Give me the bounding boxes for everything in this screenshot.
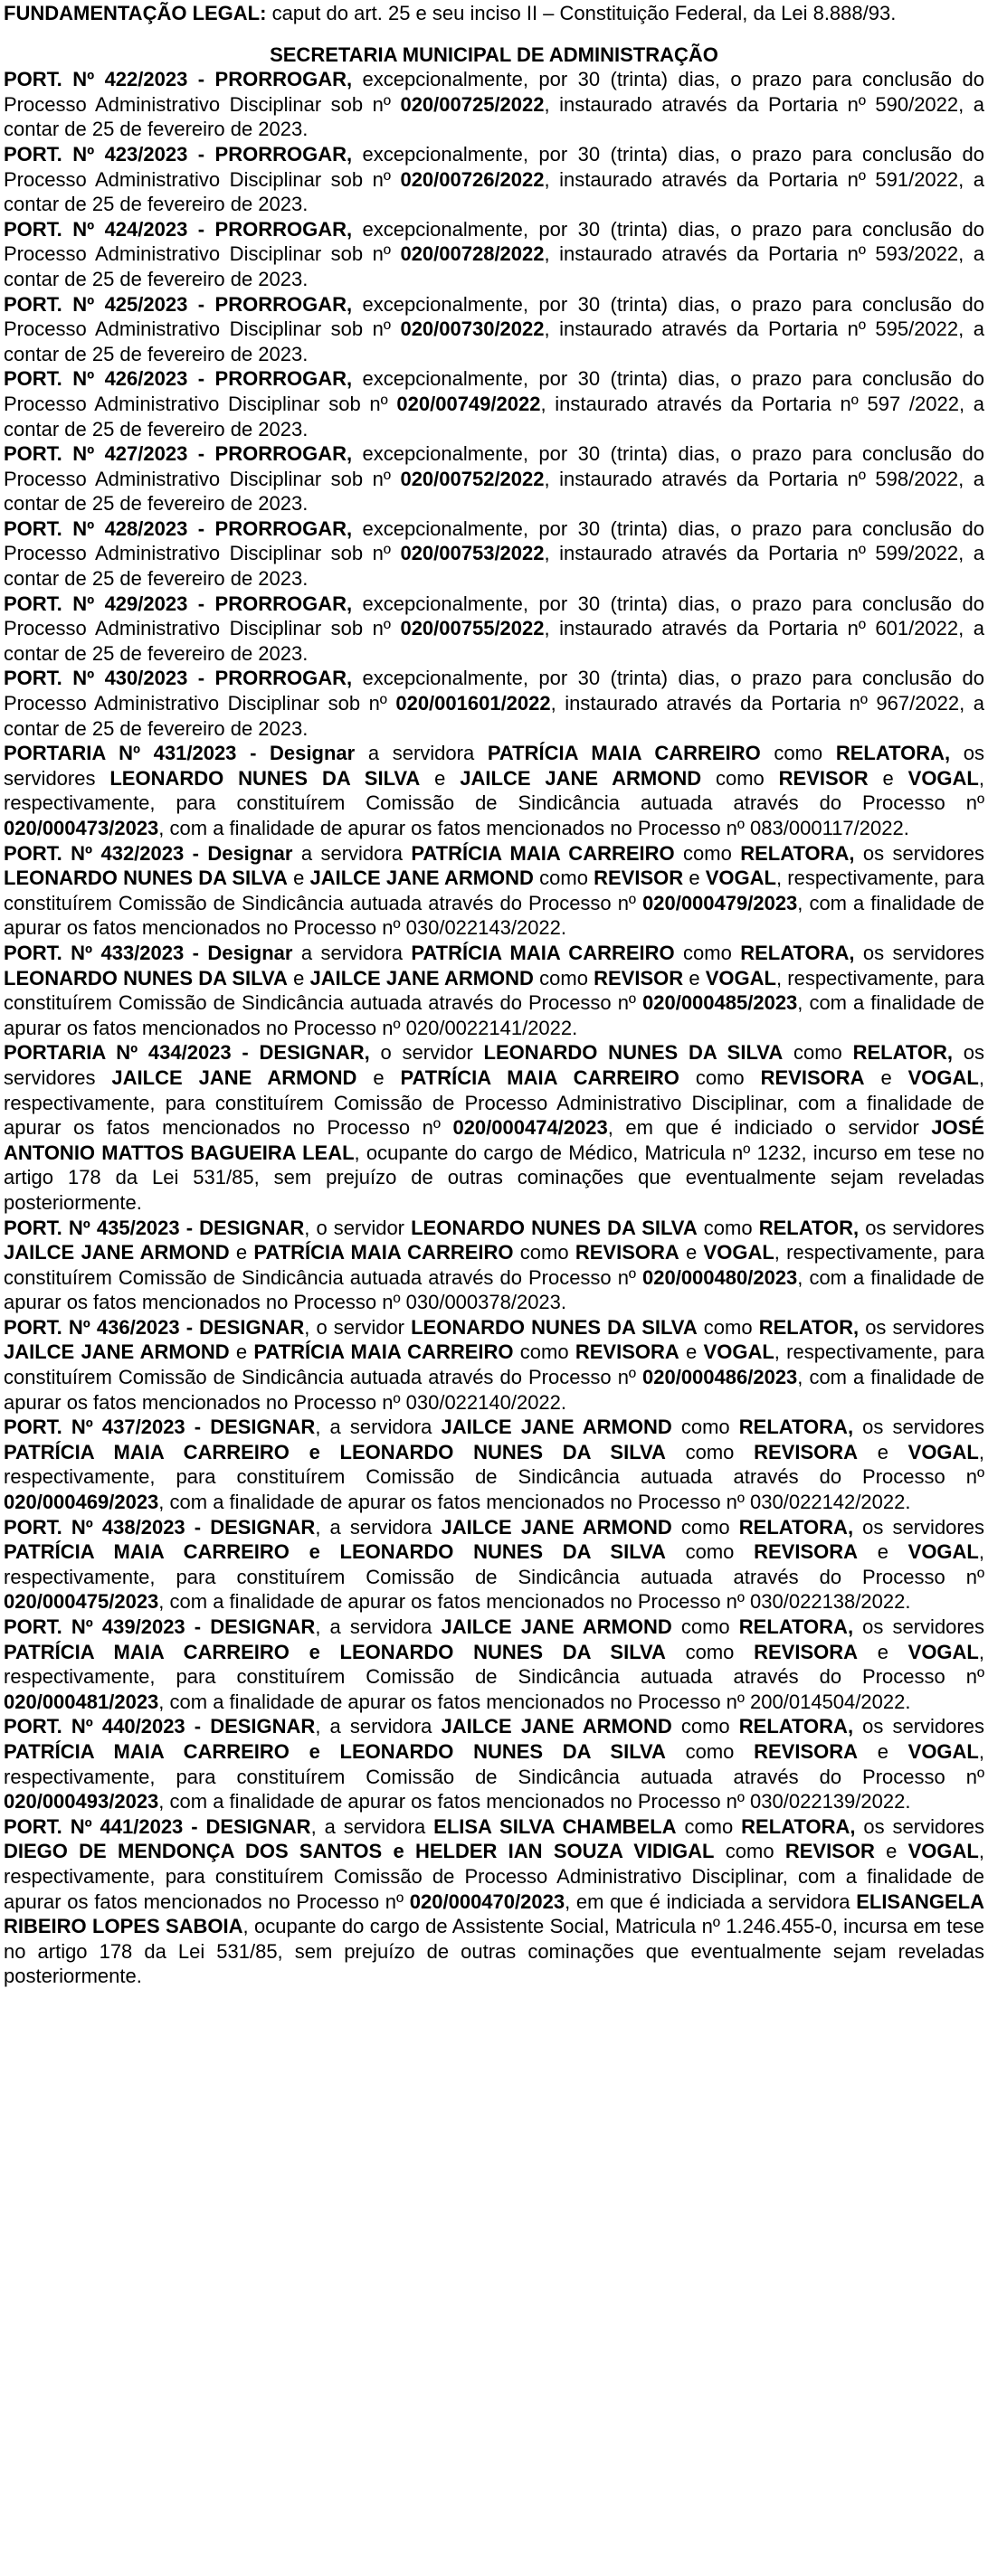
bold-text: 020/00749/2022 <box>396 392 541 415</box>
bold-text: PATRÍCIA MAIA CARREIRO <box>253 1241 514 1264</box>
bold-text: JAILCE JANE ARMOND <box>441 1615 672 1638</box>
text-run: e <box>683 966 706 990</box>
bold-text: 020/000479/2023 <box>642 891 798 914</box>
text-run: excepcionalmente, por 30 (trinta) dias, o prazo para conclusão do Processo Administrativo Disciplinar sob nº <box>4 68 984 116</box>
bold-text: 020/00726/2022 <box>400 167 545 191</box>
bold-text: PORTARIA Nº 434/2023 - DESIGNAR, <box>4 1041 370 1065</box>
bold-text: PATRÍCIA MAIA CARREIRO e LEONARDO NUNES DA SILVA <box>4 1440 666 1463</box>
bold-text: PATRÍCIA MAIA CARREIRO <box>411 941 675 964</box>
bold-text: RELATORA, <box>741 1814 856 1838</box>
ordinance-paragraph <box>4 1814 984 1989</box>
bold-text: 020/000474/2023 <box>452 1116 608 1140</box>
text-run: excepcionalmente, por 30 (trinta) dias, o prazo para conclusão do Processo Administrativo Disciplinar sob nº <box>4 292 984 341</box>
text-run: como <box>533 966 594 990</box>
bold-text: JAILCE JANE ARMOND <box>111 1065 357 1089</box>
text-run: e <box>679 1241 704 1264</box>
text-run: , instaurado através da Portaria nº 590/2022, a contar de 25 de fevereiro de 2023. <box>4 92 985 141</box>
ordinance-paragraph <box>4 516 984 592</box>
text-run: , a servidora <box>310 1814 434 1838</box>
text-run: como <box>513 1241 575 1264</box>
bold-text: JAILCE JANE ARMOND <box>441 1715 672 1738</box>
text-run: , ocupante do cargo de Médico, Matricula nº 1232, incurso em tese no artigo 178 da Lei 531/85, sem prejuízo de outras cominações que eventualmente sejam reveladas posteriormente. <box>4 1141 984 1214</box>
text-run: , com a finalidade de apurar os fatos mencionados no Processo nº 030/022139/2022. <box>158 1790 911 1814</box>
text-run: como <box>665 1540 755 1564</box>
bold-text: ELISANGELA RIBEIRO LOPES SABOIA <box>4 1889 984 1938</box>
bold-text: REVISORA <box>575 1241 679 1264</box>
bold-text: PORT. Nº 439/2023 - DESIGNAR <box>4 1615 316 1638</box>
text-run: e <box>287 966 310 990</box>
bold-text: REVISOR <box>784 1840 875 1863</box>
text-run: , respectivamente, para constituírem Comissão de Sindicância autuada através do Processo nº <box>4 1640 984 1689</box>
text-run: como <box>665 1440 755 1463</box>
bold-text: REVISOR <box>594 867 684 890</box>
ordinance-paragraph <box>4 1615 984 1714</box>
text-run: como <box>783 1041 853 1065</box>
bold-text: REVISOR <box>594 966 684 990</box>
bold-text: VOGAL <box>907 1640 979 1663</box>
bold-text: PORTARIA Nº 431/2023 - Designar <box>4 742 356 765</box>
text-run: , a servidora <box>315 1515 442 1539</box>
bold-text: REVISOR <box>778 766 869 790</box>
text-run: e <box>229 1340 254 1364</box>
text-run: o servidor <box>369 1041 484 1065</box>
bold-text: DIEGO DE MENDONÇA DOS SANTOS e HELDER IAN SOUZA VIDIGAL <box>4 1840 715 1863</box>
bold-text: RELATORA, <box>740 941 855 964</box>
bold-text: VOGAL <box>907 766 979 790</box>
text-run: , com a finalidade de apurar os fatos mencionados no Processo nº 030/000378/2023. <box>4 1265 984 1314</box>
text-run: , com a finalidade de apurar os fatos mencionados no Processo nº 030/022140/2022. <box>4 1366 984 1414</box>
ordinance-paragraph <box>4 1040 984 1215</box>
text-run: como <box>697 1315 759 1339</box>
bold-text: PORT. Nº 428/2023 - PRORROGAR, <box>4 516 353 540</box>
bold-text: PORT. Nº 432/2023 - Designar <box>4 841 293 865</box>
text-run: , a servidora <box>315 1615 442 1638</box>
bold-text: REVISORA <box>575 1340 679 1364</box>
text-run: como <box>714 1840 785 1863</box>
bold-text: VOGAL <box>703 1340 774 1364</box>
bold-text: JAILCE JANE ARMOND <box>441 1515 672 1539</box>
bold-text: 020/00752/2022 <box>400 467 545 490</box>
text-run: e <box>683 867 706 890</box>
ordinance-paragraph <box>4 841 984 941</box>
bold-text: RELATOR, <box>758 1216 860 1239</box>
ordinance-paragraph <box>4 1714 984 1814</box>
text-run: , com a finalidade de apurar os fatos mencionados no Processo nº 083/000117/2022. <box>158 817 909 839</box>
bold-text: PATRÍCIA MAIA CARREIRO <box>400 1065 679 1089</box>
bold-text: 020/000480/2023 <box>642 1265 798 1289</box>
ordinance-paragraph <box>4 1415 984 1514</box>
text-run: , com a finalidade de apurar os fatos mencionados no Processo nº 030/022142/2022. <box>158 1491 911 1514</box>
bold-text: 020/00753/2022 <box>400 542 545 565</box>
text-run: , instaurado através da Portaria nº 601/2022, a contar de 25 de fevereiro de 2023. <box>4 617 985 665</box>
bold-text: RELATOR, <box>758 1315 860 1339</box>
bold-text: RELATORA, <box>740 841 855 865</box>
bold-text: 020/00755/2022 <box>400 617 545 640</box>
text-run: , com a finalidade de apurar os fatos mencionados no Processo nº 020/0022141/2022. <box>4 991 984 1039</box>
text-run: e <box>287 867 310 890</box>
text-run: , a servidora <box>315 1416 442 1439</box>
text-run: , com a finalidade de apurar os fatos mencionados no Processo nº 200/014504/2022. <box>158 1690 911 1713</box>
text-run: e <box>229 1241 254 1264</box>
text-run: como <box>674 841 741 865</box>
bold-text: RELATORA, <box>835 742 951 765</box>
bold-text: RELATOR, <box>852 1041 953 1065</box>
text-run: como <box>665 1640 755 1663</box>
text-run: e <box>420 766 461 790</box>
bold-text: 020/00730/2022 <box>400 317 545 341</box>
ordinance-paragraph <box>4 292 984 367</box>
text-run: , o servidor <box>304 1315 412 1339</box>
text-run: a servidora <box>292 841 412 865</box>
bold-text: LEONARDO NUNES DA SILVA <box>483 1041 784 1065</box>
text-run: e <box>356 1065 401 1089</box>
text-run: como <box>665 1739 755 1763</box>
text-run: os servidores <box>853 1715 984 1738</box>
bold-text: 020/000473/2023 <box>4 817 159 839</box>
bold-text: 020/000481/2023 <box>4 1690 159 1713</box>
text-run: e <box>858 1640 908 1663</box>
text-run: , instaurado através da Portaria nº 591/2022, a contar de 25 de fevereiro de 2023. <box>4 167 985 216</box>
bold-text: PATRÍCIA MAIA CARREIRO e LEONARDO NUNES DA SILVA <box>4 1640 666 1663</box>
ordinance-paragraph <box>4 67 984 142</box>
text-run: os servidores <box>853 1515 984 1539</box>
bold-text: PORT. Nº 441/2023 - DESIGNAR <box>4 1814 311 1838</box>
bold-text: PATRÍCIA MAIA CARREIRO <box>487 742 761 765</box>
bold-text: VOGAL <box>705 867 776 890</box>
bold-text: REVISORA <box>754 1739 859 1763</box>
bold-text: PORT. Nº 438/2023 - DESIGNAR <box>4 1515 316 1539</box>
bold-text: PATRÍCIA MAIA CARREIRO <box>253 1340 514 1364</box>
ordinance-paragraph <box>4 217 984 292</box>
text-run: e <box>864 1065 908 1089</box>
bold-text: REVISORA <box>754 1440 859 1463</box>
text-run: a servidora <box>355 742 488 765</box>
text-run: , ocupante do cargo de Assistente Social, Matricula nº 1.246.455-0, incursa em tese no artigo 178 da Lei 531/85, sem prejuízo de outras cominações que eventualmente sejam reveladas posteriormente. <box>4 1915 984 1988</box>
text-run: os servidores <box>855 1814 984 1838</box>
ordinance-paragraph <box>4 1315 984 1415</box>
bold-text: LEONARDO NUNES DA SILVA <box>4 966 288 990</box>
text-run: excepcionalmente, por 30 (trinta) dias, o prazo para conclusão do Processo Administrativo Disciplinar sob nº <box>4 442 984 490</box>
text-run: e <box>858 1540 908 1564</box>
bold-text: PORT. Nº 424/2023 - PRORROGAR, <box>4 217 353 241</box>
bold-text: LEONARDO NUNES DA SILVA <box>109 766 421 790</box>
bold-text: PATRÍCIA MAIA CARREIRO e LEONARDO NUNES DA SILVA <box>4 1540 666 1564</box>
text-run: os servidores <box>859 1315 984 1339</box>
text-run: , respectivamente, para constituírem Comissão de Sindicância autuada através do Processo nº <box>4 1340 984 1389</box>
text-run: e <box>874 1840 908 1863</box>
text-run: excepcionalmente, por 30 (trinta) dias, o prazo para conclusão do Processo Administrativo Disciplinar sob nº <box>4 667 984 715</box>
text-run: , respectivamente, para constituírem Comissão de Sindicância autuada através do Processo nº <box>4 1540 984 1588</box>
text-run: os servidores <box>853 1615 984 1638</box>
section-title: SECRETARIA MUNICIPAL DE ADMINISTRAÇÃO <box>270 43 718 66</box>
text-run: , com a finalidade de apurar os fatos mencionados no Processo nº 030/022143/2022. <box>4 891 984 940</box>
text-run: excepcionalmente, por 30 (trinta) dias, o prazo para conclusão do Processo Administrativo Disciplinar sob nº <box>4 516 984 565</box>
text-run: como <box>676 1814 742 1838</box>
ordinance-paragraph <box>4 592 984 667</box>
text-run: , em que é indiciada a servidora <box>565 1889 857 1913</box>
bold-text: VOGAL <box>703 1241 774 1264</box>
bold-text: PORT. Nº 436/2023 - DESIGNAR <box>4 1315 305 1339</box>
text-run: como <box>701 766 779 790</box>
bold-text: 020/000486/2023 <box>642 1366 798 1389</box>
text-run: excepcionalmente, por 30 (trinta) dias, o prazo para conclusão do Processo Administrativo Disciplinar sob nº <box>4 367 984 415</box>
bold-text: RELATORA, <box>738 1615 854 1638</box>
bold-text: REVISORA <box>760 1065 865 1089</box>
ordinance-paragraph <box>4 741 984 840</box>
text-run: os servidores <box>854 841 984 865</box>
text-run: , o servidor <box>304 1216 412 1239</box>
bold-text: 020/000475/2023 <box>4 1590 159 1614</box>
text-run: e <box>868 766 908 790</box>
ordinance-paragraph <box>4 441 984 516</box>
bold-text: REVISORA <box>754 1540 859 1564</box>
text-run: , respectivamente, para constituírem Comissão de Sindicância autuada através do Processo nº <box>4 766 984 815</box>
text-run: como <box>671 1715 739 1738</box>
bold-text: JAILCE JANE ARMOND <box>309 966 534 990</box>
bold-text: JAILCE JANE ARMOND <box>309 867 534 890</box>
bold-text: PATRÍCIA MAIA CARREIRO <box>411 841 675 865</box>
text-run: os servidores <box>854 941 984 964</box>
text-run: , respectivamente, para constituírem Comissão de Sindicância autuada através do Processo nº <box>4 1241 984 1289</box>
text-run: , respectivamente, para constituírem Comissão de Processo Administrativo Disciplinar, com a finalidade de apurar os fatos mencionados no Processo nº <box>4 1840 984 1913</box>
text-run: , a servidora <box>315 1715 442 1738</box>
bold-text: VOGAL <box>907 1739 979 1763</box>
text-run: , com a finalidade de apurar os fatos mencionados no Processo nº 030/022138/2022. <box>158 1590 911 1614</box>
text-run: os servidores <box>853 1416 984 1439</box>
text-run: , instaurado através da Portaria nº 599/2022, a contar de 25 de fevereiro de 2023. <box>4 542 985 591</box>
bold-text: LEONARDO NUNES DA SILVA <box>4 867 288 890</box>
bold-text: PORT. Nº 433/2023 - Designar <box>4 941 293 964</box>
text-run: como <box>679 1065 761 1089</box>
legal-basis <box>4 1 984 26</box>
ordinance-paragraph <box>4 666 984 741</box>
bold-text: PORT. Nº 429/2023 - PRORROGAR, <box>4 592 353 615</box>
bold-text: VOGAL <box>907 1065 979 1089</box>
bold-text: VOGAL <box>907 1440 979 1463</box>
bold-text: PORT. Nº 423/2023 - PRORROGAR, <box>4 142 353 166</box>
text-run: , instaurado através da Portaria nº 593/2022, a contar de 25 de fevereiro de 2023. <box>4 242 985 290</box>
bold-text: RELATORA, <box>738 1416 854 1439</box>
text-run: caput do art. 25 e seu inciso II – Constituição Federal, da Lei 8.888/93. <box>266 2 897 24</box>
text-run: excepcionalmente, por 30 (trinta) dias, o prazo para conclusão do Processo Administrativo Disciplinar sob nº <box>4 217 984 266</box>
text-run: , instaurado através da Portaria nº 598/2022, a contar de 25 de fevereiro de 2023. <box>4 467 985 516</box>
text-run: como <box>671 1416 739 1439</box>
ordinance-paragraph <box>4 366 984 441</box>
bold-text: 020/000470/2023 <box>409 1889 565 1913</box>
bold-text: 020/000493/2023 <box>4 1790 159 1814</box>
text-run: como <box>671 1515 739 1539</box>
bold-text: JAILCE JANE ARMOND <box>460 766 702 790</box>
ordinance-paragraph <box>4 1216 984 1315</box>
text-run: e <box>679 1340 704 1364</box>
text-run: e <box>858 1739 908 1763</box>
text-run: , instaurado através da Portaria nº 597 /2022, a contar de 25 de fevereiro de 2023. <box>4 392 985 440</box>
bold-text: JOSÉ ANTONIO MATTOS BAGUEIRA LEAL <box>4 1116 984 1164</box>
text-run: os servidores <box>4 742 984 790</box>
text-run: e <box>858 1440 908 1463</box>
ordinance-paragraph <box>4 941 984 1040</box>
text-run: , respectivamente, para constituírem Comissão de Sindicância autuada através do Processo nº <box>4 1440 984 1489</box>
text-run: , respectivamente, para constituírem Comissão de Sindicância autuada através do Processo nº <box>4 966 984 1015</box>
bold-text: RELATORA, <box>738 1715 854 1738</box>
bold-text: JAILCE JANE ARMOND <box>4 1340 230 1364</box>
bold-text: RELATORA, <box>738 1515 854 1539</box>
bold-text: VOGAL <box>907 1540 979 1564</box>
bold-text: VOGAL <box>907 1840 979 1863</box>
text-run: como <box>674 941 741 964</box>
text-run: excepcionalmente, por 30 (trinta) dias, o prazo para conclusão do Processo Administrativo Disciplinar sob nº <box>4 142 984 191</box>
bold-text: PORT. Nº 427/2023 - PRORROGAR, <box>4 442 353 466</box>
bold-text: 020/00728/2022 <box>400 242 545 266</box>
bold-text: 020/001601/2022 <box>395 692 551 715</box>
bold-text: PORT. Nº 440/2023 - DESIGNAR <box>4 1715 316 1738</box>
bold-text: LEONARDO NUNES DA SILVA <box>411 1216 698 1239</box>
bold-text: 020/000469/2023 <box>4 1491 159 1514</box>
text-run: os servidores <box>4 1041 984 1089</box>
text-run: , em que é indiciado o servidor <box>607 1116 932 1140</box>
bold-text: 020/00725/2022 <box>400 92 545 116</box>
text-run: os servidores <box>859 1216 984 1239</box>
text-run: , respectivamente, para constituírem Comissão de Processo Administrativo Disciplinar, com a finalidade de apurar os fatos mencionados no Processo nº <box>4 1065 984 1140</box>
bold-text: ELISA SILVA CHAMBELA <box>433 1814 677 1838</box>
bold-text: PORT. Nº 430/2023 - PRORROGAR, <box>4 667 353 690</box>
text-run: como <box>697 1216 759 1239</box>
bold-text: PORT. Nº 422/2023 - PRORROGAR, <box>4 68 353 91</box>
bold-text: REVISORA <box>754 1640 859 1663</box>
bold-text: JAILCE JANE ARMOND <box>4 1241 230 1264</box>
bold-text: LEONARDO NUNES DA SILVA <box>411 1315 698 1339</box>
bold-text: 020/000485/2023 <box>642 991 798 1015</box>
ordinances-list <box>4 67 984 1989</box>
text-run: , respectivamente, para constituírem Comissão de Sindicância autuada através do Processo nº <box>4 1739 984 1788</box>
text-run: como <box>671 1615 739 1638</box>
text-run: como <box>513 1340 575 1364</box>
bold-text: PORT. Nº 425/2023 - PRORROGAR, <box>4 292 353 316</box>
bold-text: PORT. Nº 435/2023 - DESIGNAR <box>4 1216 305 1239</box>
text-run: a servidora <box>292 941 412 964</box>
ordinance-paragraph <box>4 1515 984 1615</box>
bold-text: PATRÍCIA MAIA CARREIRO e LEONARDO NUNES DA SILVA <box>4 1739 666 1763</box>
bold-text: FUNDAMENTAÇÃO LEGAL: <box>4 2 267 24</box>
text-run: , respectivamente, para constituírem Comissão de Sindicância autuada através do Processo nº <box>4 867 984 914</box>
text-run: , instaurado através da Portaria nº 967/2022, a contar de 25 de fevereiro de 2023. <box>4 692 984 740</box>
ordinance-paragraph <box>4 142 984 217</box>
text-run: como <box>760 742 836 765</box>
bold-text: PORT. Nº 437/2023 - DESIGNAR <box>4 1416 316 1439</box>
bold-text: JAILCE JANE ARMOND <box>441 1416 672 1439</box>
bold-text: VOGAL <box>705 966 776 990</box>
text-run: excepcionalmente, por 30 (trinta) dias, o prazo para conclusão do Processo Administrativo Disciplinar sob nº <box>4 592 984 640</box>
bold-text: PORT. Nº 426/2023 - PRORROGAR, <box>4 367 353 391</box>
text-run: como <box>533 867 594 890</box>
text-run: , instaurado através da Portaria nº 595/2022, a contar de 25 de fevereiro de 2023. <box>4 317 985 365</box>
